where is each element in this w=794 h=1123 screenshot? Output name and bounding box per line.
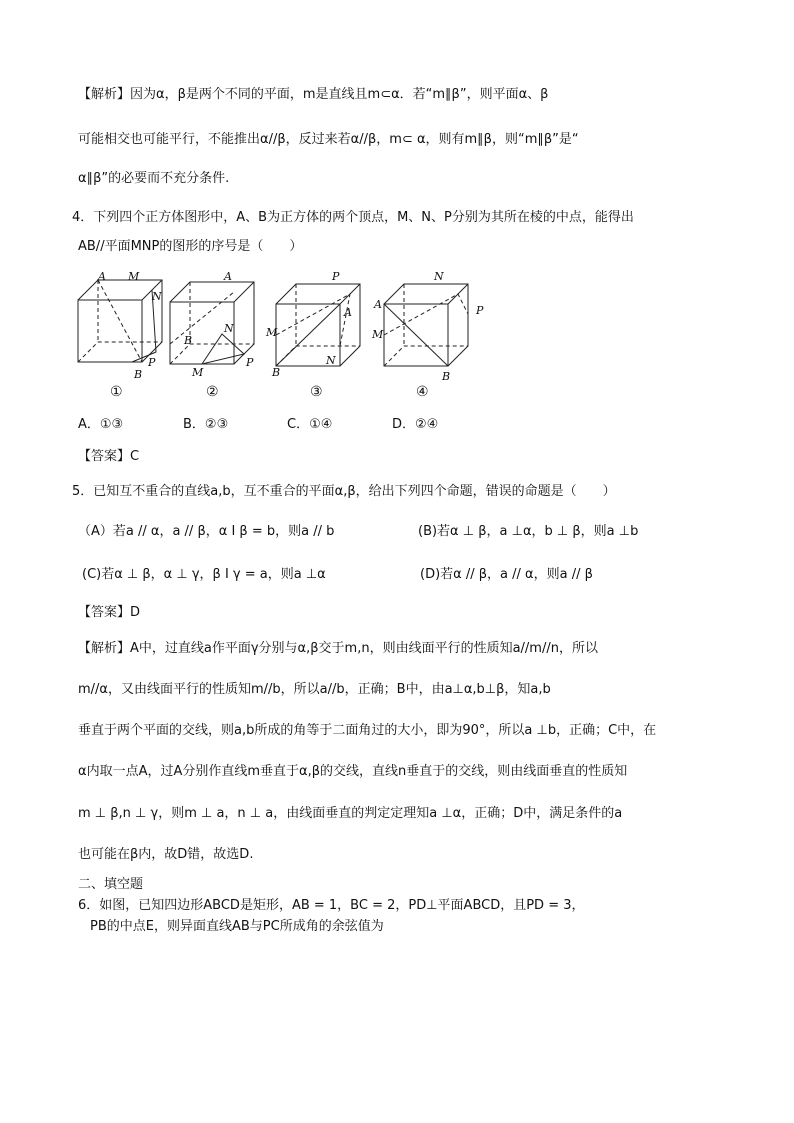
section-heading: 二、填空题 (78, 877, 144, 892)
cube-figure-2 (170, 282, 254, 364)
label-P-2: P (246, 356, 254, 369)
q5-option-c: (C)若α ⊥ β，α ⊥ γ，β I γ = a，则a ⊥α (82, 567, 326, 582)
label-A-1: A (98, 270, 106, 283)
q5-analysis-line-4: α内取一点A，过A分别作直线m垂直于α,β的交线，直线n垂直于的交线，则由线面垂直的性质知 (78, 764, 628, 779)
q4-stem-line-2: AB//平面MNP的图形的序号是（ ） (78, 239, 303, 254)
label-B-1: B (134, 368, 143, 381)
q5-option-b: (B)若α ⊥ β，a ⊥α，b ⊥ β，则a ⊥b (418, 524, 639, 539)
q4-option-b: B．②③ (183, 417, 229, 432)
q5-analysis-line-2: m//α，又由线面平行的性质知m//b，所以a//b，正确；B中，由a⊥α,b⊥β，知a,b (78, 682, 551, 697)
label-P-1: P (148, 356, 156, 369)
figure-number-3: ③ (310, 384, 323, 400)
q5-analysis-line-5: m ⊥ β,n ⊥ γ，则m ⊥ a，n ⊥ a，由线面垂直的判定定理知a ⊥α，正确；D中，满足条件的a (78, 806, 623, 821)
label-N-1: N (152, 290, 162, 303)
figure-number-2: ② (206, 384, 219, 400)
q5-answer: 【答案】D (78, 605, 141, 620)
label-M-1: M (128, 270, 140, 283)
cube-figures (74, 268, 494, 400)
cube-figure-3 (276, 284, 360, 366)
figure-number-4: ④ (416, 384, 429, 400)
cube-figure-1 (78, 280, 162, 362)
label-P-4: P (476, 304, 484, 317)
label-M-3: M (266, 326, 278, 339)
label-P-3: P (332, 270, 340, 283)
label-M-2: M (192, 366, 204, 379)
analysis-line-1: 【解析】因为α，β是两个不同的平面，m是直线且m⊂α．若“m∥β”，则平面α、β (78, 87, 549, 102)
q4-answer: 【答案】C (78, 449, 140, 464)
q5-analysis-line-1: 【解析】A中，过直线a作平面γ分别与α,β交于m,n，则由线面平行的性质知a//m//n，所以 (78, 641, 598, 656)
label-B-3: B (272, 366, 281, 379)
analysis-line-3: α∥β”的必要而不充分条件. (78, 171, 230, 186)
cube-figures-svg (74, 268, 494, 400)
analysis-line-2: 可能相交也可能平行，不能推出α//β，反过来若α//β，m⊂ α，则有m∥β，则“m∥β”是“ (78, 132, 579, 147)
label-N-4: N (434, 270, 444, 283)
q4-stem-line-1: 4．下列四个正方体图形中，A、B为正方体的两个顶点，M、N、P分别为其所在棱的中点，能得出 (72, 210, 634, 225)
q5-stem: 5．已知互不重合的直线a,b，互不重合的平面α,β，给出下列四个命题，错误的命题是（ ） (72, 484, 616, 499)
label-A-2: A (224, 270, 232, 283)
q4-option-c: C．①④ (287, 417, 333, 432)
label-M-4: M (372, 328, 384, 341)
figure-numbers (110, 384, 429, 400)
label-A-4: A (374, 298, 382, 311)
q5-analysis-line-3: 垂直于两个平面的交线，则a,b所成的角等于二面角过的大小，即为90°，所以a ⊥b，正确；C中，在 (78, 723, 657, 738)
cube-figure-4 (384, 284, 468, 366)
label-A-3: A (344, 306, 352, 319)
q5-option-d: (D)若α // β，a // α，则a // β (420, 567, 593, 582)
q4-option-d: D．②④ (392, 417, 439, 432)
q5-analysis-line-6: 也可能在β内，故D错，故选D. (78, 847, 254, 862)
q5-option-a: （A）若a // α，a // β，α I β = b，则a // b (78, 524, 335, 539)
q6-line-1: 6．如图，已知四边形ABCD是矩形，AB = 1，BC = 2，PD⊥平面ABCD，且PD = 3， (78, 898, 585, 913)
label-N-3: N (326, 354, 336, 367)
label-B-2: B (184, 334, 193, 347)
q4-option-a: A．①③ (78, 417, 124, 432)
figure-number-1: ① (110, 384, 123, 400)
label-B-4: B (442, 370, 451, 383)
label-N-2: N (224, 322, 234, 335)
q6-line-2: PB的中点E，则异面直线AB与PC所成角的余弦值为 (90, 919, 384, 934)
